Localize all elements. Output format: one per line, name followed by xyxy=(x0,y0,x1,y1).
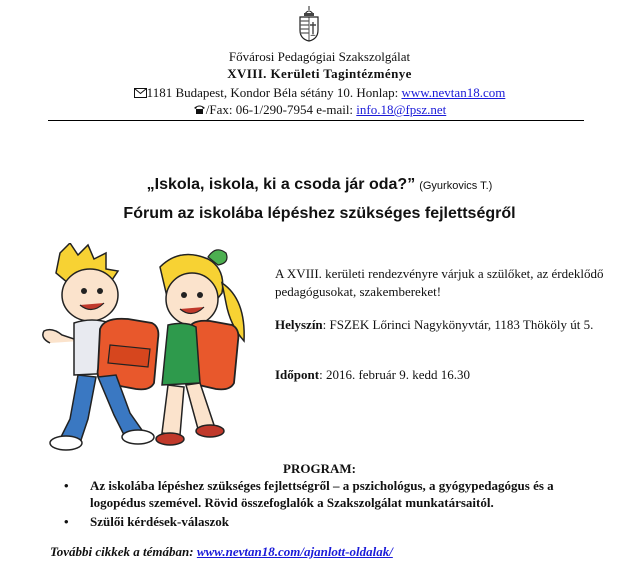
time-label: Időpont xyxy=(275,367,320,382)
event-quote-title xyxy=(0,176,639,194)
children-illustration xyxy=(40,243,266,455)
more-articles-link[interactable]: www.nevtan18.com/ajanlott-oldalak/ xyxy=(196,544,393,559)
program-item xyxy=(64,477,600,511)
phone-icon xyxy=(193,101,206,119)
location-value: : FSZEK Lőrinci Nagykönyvtár, 1183 Thököly út 5. xyxy=(322,317,594,332)
quote-text: „Iskola, iskola, ki a csoda jár oda?” xyxy=(146,176,416,193)
header-divider xyxy=(48,120,584,121)
phone-text: /Fax: 06-1/290-7954 e-mail: xyxy=(205,102,357,117)
program-heading: PROGRAM: xyxy=(283,461,356,476)
time-value: : 2016. február 9. kedd 16.30 xyxy=(319,367,470,382)
location-label: Helyszín xyxy=(275,317,323,332)
contact-line xyxy=(0,101,639,119)
event-subtitle: Fórum az iskolába lépéshez szükséges fejlettségről xyxy=(123,205,516,222)
envelope-icon xyxy=(134,84,147,102)
bullet-icon: • xyxy=(64,478,69,493)
email-link[interactable]: info.18@fpsz.net xyxy=(356,102,447,117)
location-info xyxy=(275,316,605,334)
program-item xyxy=(64,513,600,530)
organization-name: Fővárosi Pedagógiai Szakszolgálat xyxy=(228,49,411,64)
more-articles xyxy=(50,544,393,560)
program-list xyxy=(64,477,600,532)
quote-author: (Gyurkovics T.) xyxy=(419,180,493,192)
address-line xyxy=(0,84,639,102)
website-link[interactable]: www.nevtan18.com xyxy=(401,85,506,100)
address-text: 1181 Budapest, Kondor Béla sétány 10. Honlap: xyxy=(146,85,402,100)
coat-of-arms-logo xyxy=(296,6,322,42)
time-info xyxy=(275,366,605,384)
more-articles-label: További cikkek a témában: xyxy=(50,544,197,559)
organization-unit: XVIII. Kerületi Tagintézménye xyxy=(227,66,412,81)
program-item-text: Szülői kérdések-válaszok xyxy=(90,514,230,529)
intro-text: A XVIII. kerületi rendezvényre várjuk a szülőket, az érdeklődő pedagógusokat, szakembereket! xyxy=(275,266,604,299)
program-item-text: Az iskolába lépéshez szükséges fejlettségről – a pszichológus, a gyógypedagógus és a logopédus szemével. Rövid összefoglalók a Szakszolgálat munkatársaitól. xyxy=(90,478,554,510)
bullet-icon: • xyxy=(64,514,69,529)
